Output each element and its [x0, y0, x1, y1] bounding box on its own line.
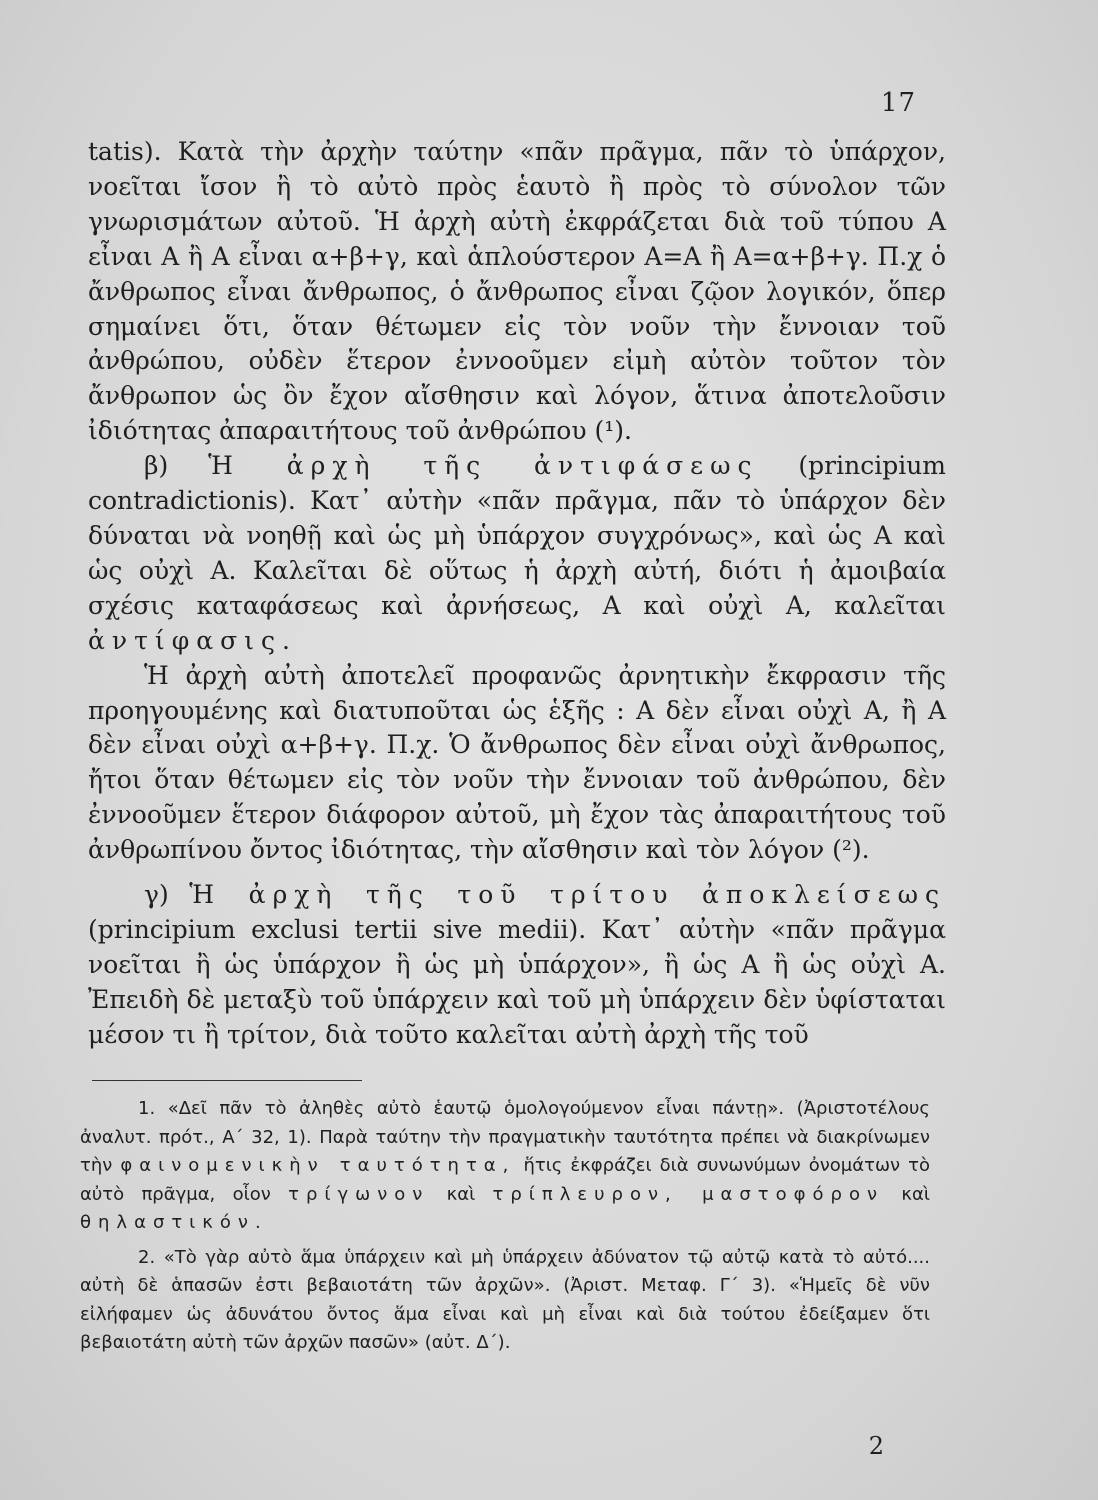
footnote-divider [92, 1080, 362, 1081]
footnote-text: ἥτις ἐκφράζει διὰ συνωνύμων ὀνομάτων τὸ αὐτὸ πρᾶγμα, οἷον [80, 1155, 930, 1205]
emphasized-term: ἀντίφασις. [88, 625, 297, 655]
footnotes [80, 1095, 930, 1358]
section-heading: Ἡ ἀρχὴ τῆς τοῦ τρίτου ἀποκλείσεως [189, 880, 946, 910]
footnote-2: 2. «Τὸ γὰρ αὐτὸ ἅμα ὑπάρχειν καὶ μὴ ὑπάρχειν ἀδύνατον τῷ αὐτῷ κατὰ τὸ αὐτό.... αὐτὴ δὲ ἁπασῶν ἐστι βεβαιοτάτη τῶν ἀρχῶν». (Ἀριστ. Μεταφ. Γ΄ 3). «Ἡμεῖς δὲ νῦν εἰλήφαμεν ὡς ἀδυνάτου ὄντος ἅμα εἶναι καὶ μὴ εἶναι καὶ διὰ τούτου ἐδείξαμεν ὅτι βεβαιοτάτη αὐτὴ τῶν ἀρχῶν πασῶν» (αὐτ. Δ΄). [80, 1246, 930, 1353]
main-text [88, 135, 946, 1053]
latin-term: (principium contradictionis). [88, 451, 947, 516]
page-number-bottom: 2 [868, 1432, 884, 1460]
paragraph-excluded-middle [88, 878, 946, 1053]
emphasized-term: φαινομενικὴν ταυτότητα, [120, 1155, 516, 1176]
footnote-text: καὶ [901, 1183, 930, 1205]
section-label: γ) [144, 880, 169, 910]
paragraph-negative-expression: Ἡ ἀρχὴ αὐτὴ ἀποτελεῖ προφανῶς ἀρνητικὴν ἔκφρασιν τῆς προηγουμένης καὶ διατυποῦται ὡς ἑξῆς : Α δὲν εἶναι οὐχὶ Α, ἢ Α δὲν εἶναι οὐχὶ α+β+γ. Π.χ. Ὁ ἄνθρωπος δὲν εἶναι οὐχὶ ἄνθρωπος, ἤτοι ὅταν θέτωμεν εἰς τὸν νοῦν τὴν ἔννοιαν τοῦ ἀνθρώπου, δὲν ἐννοοῦμεν ἕτερον διάφορον αὐτοῦ, μὴ ἔχον τὰς ἀπαραιτήτους τοῦ ἀνθρωπίνου ὄντος ἰδιότητας, τὴν αἴσθησιν καὶ τὸν λόγον (²). [88, 660, 946, 865]
paragraph-text: (principium exclusi tertii sive medii). Κατ᾽ αὐτὴν «πᾶν πρᾶγμα νοεῖται ἢ ὡς ὑπάρχον ἢ ὡς μὴ ὑπάρχον», ἢ ὡς Α ἢ ὡς οὐχὶ Α. Ἐπειδὴ δὲ μεταξὺ τοῦ ὑπάρχειν καὶ τοῦ μὴ ὑπάρχειν δὲν ὑφίσταται μέσον τι ἢ τρίτον, διὰ τοῦτο καλεῖται αὐτὴ ἀρχὴ τῆς τοῦ [88, 914, 946, 1049]
emphasized-term: θηλαστικόν. [80, 1212, 268, 1233]
section-heading: Ἡ ἀρχὴ τῆς ἀντιφάσεως [208, 451, 759, 481]
footnote-text: 1. «Δεῖ πᾶν τὸ ἀληθὲς αὐτὸ ἑαυτῷ ὁμολογούμενον εἶναι πάντῃ». (Ἀριστοτέλους ἀναλυτ. πρότ., Α΄ 32, 1). Παρὰ ταύτην τὴν πραγματικὴν ταυτότητα πρέπει νὰ διακρίνωμεν τὴν [80, 1098, 930, 1176]
page-number-top: 17 [880, 88, 916, 118]
paragraph-principle-identity: tatis). Κατὰ τὴν ἀρχὴν ταύτην «πᾶν πρᾶγμα, πᾶν τὸ ὑπάρχον, νοεῖται ἴσον ἢ τὸ αὐτὸ πρὸς ἑαυτὸ ἢ πρὸς τὸ σύνολον τῶν γνωρισμάτων αὐτοῦ. Ἡ ἀρχὴ αὐτὴ ἐκφράζεται διὰ τοῦ τύπου Α εἶναι Α ἢ Α εἶναι α+β+γ, καὶ ἁπλούστερον Α=Α ἢ Α=α+β+γ. Π.χ ὁ ἄνθρωπος εἶναι ἄνθρωπος, ὁ ἄνθρωπος εἶναι ζῷον λογικόν, ὅπερ σημαίνει ὅτι, ὅταν θέτωμεν εἰς τὸν νοῦν τὴν ἔννοιαν τοῦ ἀνθρώπου, οὐδὲν ἕτερον ἐννοοῦμεν εἰμὴ αὐτὸν τοῦτον τὸν ἄνθρωπον ὡς ὂν ἔχον αἴσθησιν καὶ λόγον, ἅτινα ἀποτελοῦσιν ἰδιότητας ἀπαραιτήτους τοῦ ἀνθρώπου (¹). [88, 137, 946, 446]
section-label: β) [144, 451, 169, 481]
paragraph-text: Κατ᾽ αὐτὴν «πᾶν πρᾶγμα, πᾶν τὸ ὑπάρχον δὲν δύναται νὰ νοηθῇ καὶ ὡς μὴ ὑπάρχον συγχρόνως», καὶ ὡς Α καὶ ὡς οὐχὶ Α. Καλεῖται δὲ οὕτως ἡ ἀρχὴ αὐτή, διότι ἡ ἀμοιβαία σχέσις καταφάσεως καὶ ἀρνήσεως, Α καὶ οὐχὶ Α, καλεῖται [88, 486, 946, 620]
emphasized-term: τρίπλευρον, μαστοφόρον [492, 1183, 885, 1205]
footnote-text: καὶ [446, 1183, 476, 1205]
footnote-1 [80, 1095, 930, 1238]
emphasized-term: τρίγωνον [288, 1183, 430, 1205]
paragraph-principle-contradiction [88, 449, 946, 658]
